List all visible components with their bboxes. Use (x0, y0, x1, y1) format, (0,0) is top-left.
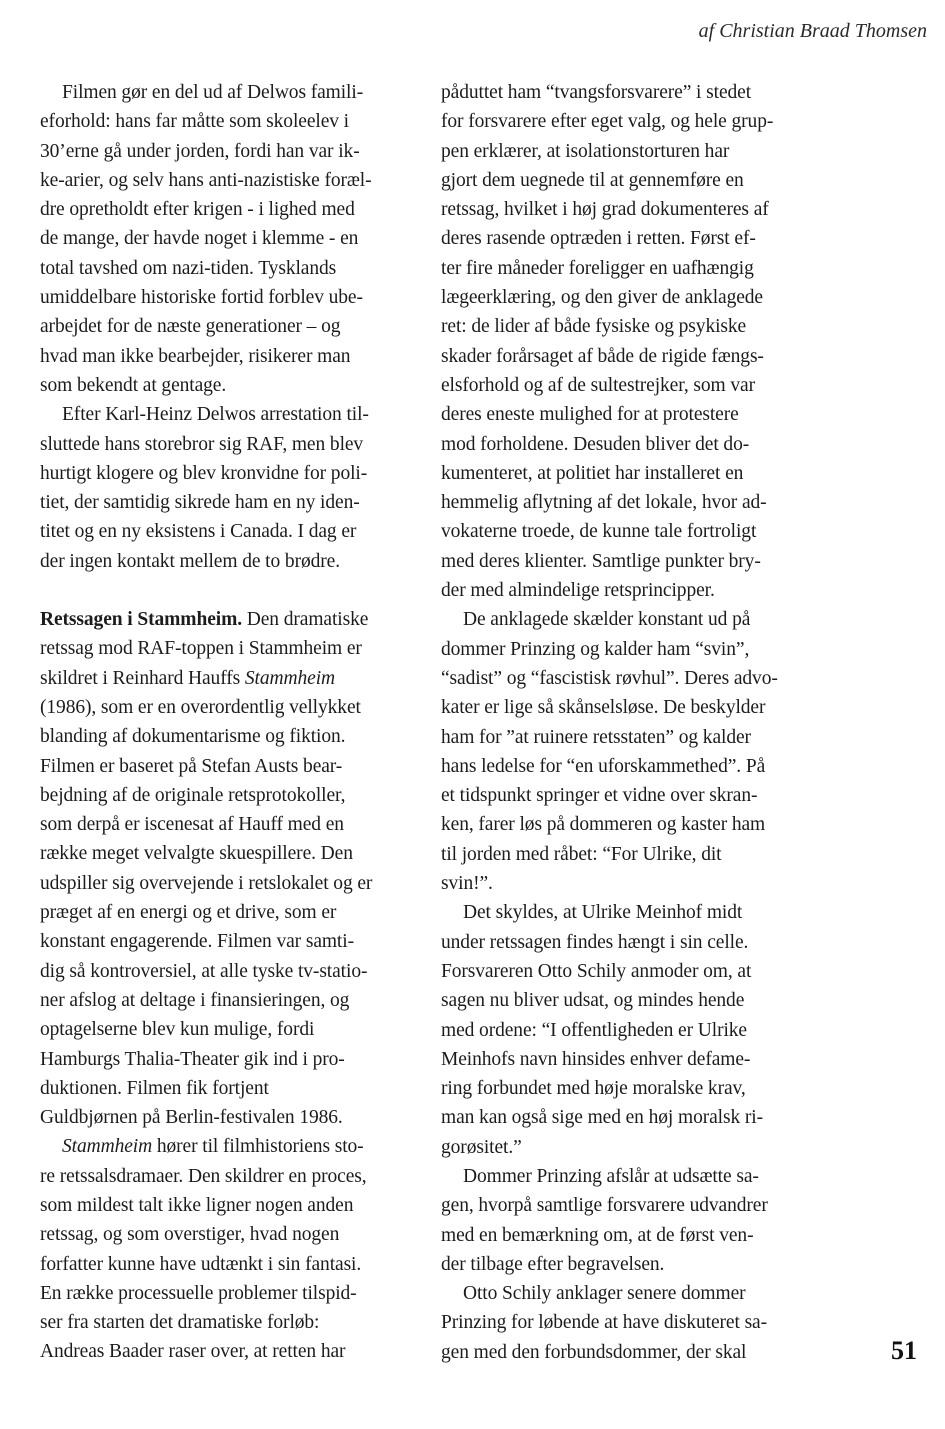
line-text: Andreas Baader raser over, at retten har (40, 1341, 346, 1363)
line-text: 30’erne gå under jorden, fordi han var ik- (40, 140, 360, 162)
line-text: total tavshed om nazi-tiden. Tysklands (40, 257, 337, 279)
text-line (441, 986, 821, 1015)
text-line (441, 254, 821, 283)
text-line (441, 1308, 821, 1337)
line-text: ke-arier, og selv hans anti-nazistiske foræl- (40, 169, 372, 191)
line-text: Dommer Prinzing afslår at udsætte sa- (463, 1165, 759, 1187)
line-text: Det skyldes, at Ulrike Meinhof midt (463, 902, 743, 924)
text-line (40, 371, 420, 400)
text-line (40, 1191, 420, 1220)
line-text: ring forbundet med høje moralske krav, (441, 1078, 746, 1100)
page-number: 51 (891, 1336, 917, 1365)
text-line (40, 254, 420, 283)
line-text: gen med den forbundsdommer, der skal (441, 1341, 747, 1363)
text-line (441, 166, 821, 195)
text-line (441, 898, 821, 927)
section-subheading: Retssagen i Stammheim. (40, 609, 242, 631)
line-text: tiet, der samtidig sikrede ham en ny iden- (40, 492, 360, 514)
line-text: et tidspunkt springer et vidne over skran- (441, 785, 758, 807)
line-text: ner afslog at deltage i finansieringen, og (40, 989, 350, 1011)
text-line (40, 107, 420, 136)
text-line (40, 1074, 420, 1103)
line-text: til jorden med råbet: “For Ulrike, dit (441, 843, 722, 865)
line-text: for forsvarere efter eget valg, og hele grup- (441, 111, 774, 133)
line-text: dommer Prinzing og kalder ham “svin”, (441, 638, 750, 660)
text-line (441, 576, 821, 605)
line-text: kumenteret, at politiet har installeret en (441, 462, 744, 484)
text-line (441, 1338, 821, 1367)
line-text: Hamburgs Thalia-Theater gik ind i pro- (40, 1048, 345, 1070)
line-text: som bekendt at gentage. (40, 374, 227, 396)
text-line (40, 869, 420, 898)
text-line (40, 166, 420, 195)
line-text: Filmen gør en del ud af Delwos famili- (62, 82, 364, 103)
line-text: “sadist” og “fascistisk røvhul”. Deres advo- (441, 667, 778, 689)
line-text: Prinzing for løbende at have diskuteret sa- (441, 1312, 768, 1334)
text-line (441, 1045, 821, 1074)
text-line (441, 488, 821, 517)
line-text: bejdning af de originale retsprotokoller, (40, 784, 346, 806)
line-text: præget af en energi og et drive, som er (40, 902, 337, 924)
text-line (40, 693, 420, 722)
text-line (40, 1162, 420, 1191)
text-line (441, 1162, 821, 1191)
running-header: af Christian Braad Thomsen (698, 20, 927, 42)
text-line (40, 312, 420, 341)
text-line (40, 986, 420, 1015)
text-line (40, 605, 420, 634)
film-title: Stammheim (244, 667, 335, 689)
line-text: forfatter kunne have udtænkt i sin fantasi. (40, 1253, 362, 1275)
line-text: pen erklærer, at isolationstorturen har (441, 140, 730, 162)
text-line (441, 547, 821, 576)
line-text: titet og en ny eksistens i Canada. I dag er (40, 521, 357, 543)
line-text: Efter Karl-Heinz Delwos arrestation til- (62, 404, 369, 426)
text-line (40, 957, 420, 986)
line-text: blanding af dokumentarisme og fiktion. (40, 726, 346, 748)
line-text: skader forårsaget af både de rigide fængs- (441, 345, 764, 367)
line-text: dre opretholdt efter krigen - i lighed med (40, 199, 355, 221)
line-text: med en bemærkning om, at de først ven- (441, 1224, 754, 1246)
text-line (441, 693, 821, 722)
line-text: retssag, hvilket i høj grad dokumenteres af (441, 199, 769, 221)
line-text: hurtigt klogere og blev kronvidne for poli- (40, 462, 368, 484)
text-line (441, 928, 821, 957)
text-line (441, 400, 821, 429)
text-line (441, 605, 821, 634)
line-text: med ordene: “I offentligheden er Ulrike (441, 1019, 747, 1041)
text-line (40, 1279, 420, 1308)
line-text: ken, farer løs på dommeren og kaster ham (441, 814, 766, 836)
line-text: gorøsitet.” (441, 1136, 522, 1158)
line-text: En række processuelle problemer tilspid- (40, 1282, 357, 1304)
text-line (441, 342, 821, 371)
text-line (441, 224, 821, 253)
line-text: re retssalsdramaer. Den skildrer en proces, (40, 1165, 367, 1187)
text-line (441, 1133, 821, 1162)
line-text: række meget velvalgte skuespillere. Den (40, 843, 353, 865)
text-line (40, 137, 420, 166)
line-text: svin!”. (441, 873, 493, 895)
line-text: Otto Schily anklager senere dommer (463, 1283, 746, 1305)
line-text: optagelserne blev kun mulige, fordi (40, 1019, 315, 1041)
line-text: vokaterne troede, de kunne tale fortroligt (441, 521, 757, 543)
text-line (441, 78, 821, 107)
line-text: som mildest talt ikke ligner nogen anden (40, 1194, 354, 1216)
line-text: eforhold: hans far måtte som skoleelev i (40, 111, 349, 133)
text-line (40, 1132, 420, 1161)
text-line (441, 810, 821, 839)
text-line (441, 1221, 821, 1250)
line-text: kater er lige så skånselsløse. De beskylder (441, 697, 766, 719)
text-line (441, 1279, 821, 1308)
text-line (441, 195, 821, 224)
text-line (40, 195, 420, 224)
line-text: man kan også sige med en høj moralsk ri- (441, 1107, 764, 1129)
line-text: lægeerklæring, og den giver de anklagede (441, 287, 763, 309)
text-line (40, 634, 420, 663)
text-line (40, 1308, 420, 1337)
line-text: deres eneste mulighed for at protestere (441, 404, 739, 426)
text-line (441, 781, 821, 810)
line-text: hans ledelse for “en uforskammethed”. På (441, 755, 766, 777)
text-line (40, 547, 420, 576)
text-line (40, 810, 420, 839)
text-line (40, 342, 420, 371)
line-text: skildret i Reinhard Hauffs (40, 667, 245, 689)
text-line (441, 664, 821, 693)
line-text: med deres klienter. Samtlige punkter bry- (441, 550, 761, 572)
line-text: De anklagede skælder konstant ud på (463, 609, 751, 631)
text-line (441, 1016, 821, 1045)
line-text: Filmen er baseret på Stefan Austs bear- (40, 755, 343, 777)
line-text: der med almindelige retsprincipper. (441, 580, 715, 602)
text-line (40, 1103, 420, 1132)
line-text: duktionen. Filmen fik fortjent (40, 1077, 269, 1099)
line-text: hemmelig aflytning af det lokale, hvor ad- (441, 492, 767, 514)
text-line (441, 1103, 821, 1132)
text-line (441, 430, 821, 459)
text-line (40, 1015, 420, 1044)
text-line (40, 898, 420, 927)
line-text: sagen nu bliver udsat, og mindes hende (441, 990, 745, 1012)
text-line (441, 723, 821, 752)
text-line (441, 869, 821, 898)
line-text: under retssagen findes hængt i sin celle. (441, 931, 749, 953)
text-line (441, 459, 821, 488)
film-title: Stammheim (62, 1136, 153, 1158)
line-text: Guldbjørnen på Berlin-festivalen 1986. (40, 1107, 343, 1129)
line-text: arbejdet for de næste generationer – og (40, 316, 341, 338)
line-text: Meinhofs navn hinsides enhver defame- (441, 1048, 751, 1070)
text-line (40, 927, 420, 956)
line-text: ham for ”at ruinere retsstaten” og kalder (441, 726, 751, 748)
line-text: retssag mod RAF-toppen i Stammheim er (40, 638, 362, 660)
line-text: Den dramatiske (242, 609, 369, 631)
line-text: de mange, der havde noget i klemme - en (40, 228, 359, 250)
line-text: der ingen kontakt mellem de to brødre. (40, 550, 340, 572)
line-text: der tilbage efter begravelsen. (441, 1253, 665, 1275)
line-text: påduttet ham “tvangsforsvarere” i stedet (441, 82, 752, 103)
line-text: ser fra starten det dramatiske forløb: (40, 1312, 320, 1334)
line-text: Forsvareren Otto Schily anmoder om, at (441, 960, 752, 982)
line-text: ret: de lider af både fysiske og psykiske (441, 316, 747, 338)
line-text: hører til filmhistoriens sto- (152, 1136, 364, 1158)
line-text: umiddelbare historiske fortid forblev ube- (40, 287, 363, 309)
text-line (40, 839, 420, 868)
text-line (441, 517, 821, 546)
text-line (40, 517, 420, 546)
line-text: hvad man ikke bearbejder, risikerer man (40, 345, 351, 367)
text-line (40, 722, 420, 751)
text-line (40, 400, 420, 429)
text-line (441, 840, 821, 869)
text-line (40, 1337, 420, 1366)
text-line (40, 224, 420, 253)
text-line (40, 488, 420, 517)
line-text: mod forholdene. Desuden bliver det do- (441, 433, 750, 455)
line-text: deres rasende optræden i retten. Først ef- (441, 228, 756, 250)
text-line (40, 664, 420, 693)
text-line (441, 137, 821, 166)
text-line (40, 78, 420, 107)
line-text: (1986), som er en overordentlig vellykket (40, 696, 361, 718)
line-text: som derpå er iscenesat af Hauff med en (40, 814, 344, 836)
text-line (40, 781, 420, 810)
text-line (40, 1045, 420, 1074)
line-text: sluttede hans storebror sig RAF, men blev (40, 433, 364, 455)
text-line (40, 1250, 420, 1279)
left-column (40, 78, 420, 1367)
text-line (441, 635, 821, 664)
line-text: udspiller sig overvejende i retslokalet og er (40, 872, 373, 894)
right-column (441, 78, 821, 1367)
line-text: ter fire måneder foreligger en uafhængig (441, 257, 754, 279)
text-line (441, 283, 821, 312)
text-line (441, 107, 821, 136)
text-line (441, 1250, 821, 1279)
text-line (441, 312, 821, 341)
text-line (441, 371, 821, 400)
line-text: gen, hvorpå samtlige forsvarere udvandrer (441, 1195, 768, 1217)
text-line (40, 430, 420, 459)
paragraph-gap (40, 576, 420, 605)
line-text: konstant engagerende. Filmen var samti- (40, 931, 354, 953)
text-line (441, 957, 821, 986)
text-line (40, 283, 420, 312)
line-text: gjort dem uegnede til at gennemføre en (441, 169, 744, 191)
text-line (40, 752, 420, 781)
line-text: dig så kontroversiel, at alle tyske tv-statio- (40, 960, 368, 982)
text-line (40, 459, 420, 488)
line-text: elsforhold og af de sultestrejker, som var (441, 374, 755, 396)
line-text: retssag, og som overstiger, hvad nogen (40, 1224, 340, 1246)
text-line (441, 1191, 821, 1220)
text-line (40, 1220, 420, 1249)
text-line (441, 1074, 821, 1103)
text-line (441, 752, 821, 781)
